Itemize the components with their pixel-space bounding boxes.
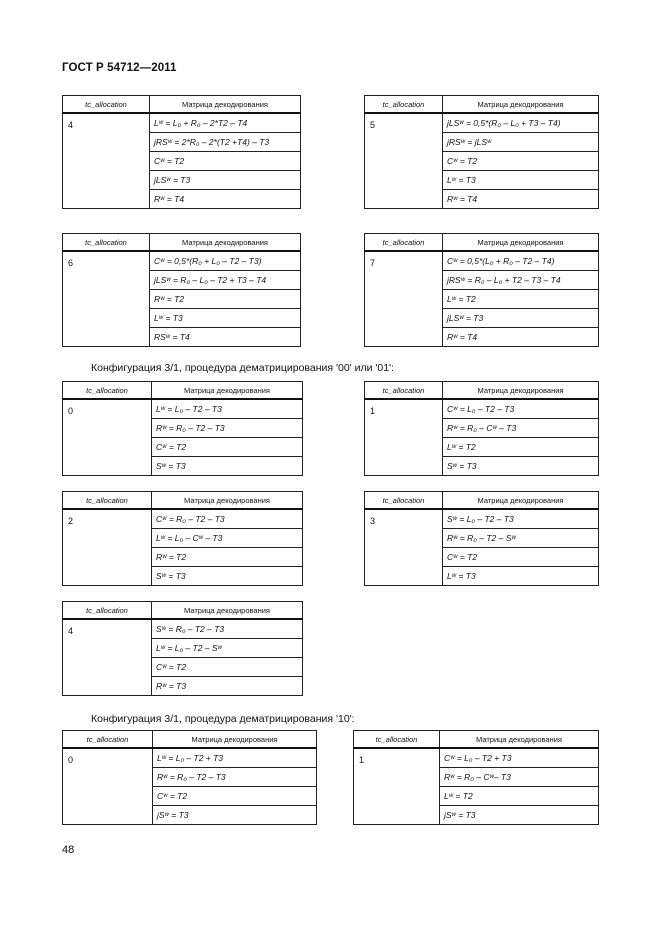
decoding-table-3-1-alloc-4 bbox=[62, 601, 303, 696]
matrix-cell: Rʷ = R₀ – Cʷ – T3 bbox=[443, 419, 599, 438]
document-header: ГОСТ Р 54712—2011 bbox=[62, 62, 177, 74]
matrix-cell: RSʷ = T4 bbox=[150, 328, 301, 347]
matrix-cell: Cʷ = R₀ – T2 – T3 bbox=[152, 509, 303, 529]
alloc-value: 0 bbox=[63, 399, 152, 476]
matrix-cell: Lʷ = L₀ – Cʷ – T3 bbox=[152, 529, 303, 548]
matrix-cell: jLSʷ = 0,5*(R₀ – L₀ + T3 – T4) bbox=[443, 113, 599, 133]
matrix-cell: jRSʷ = R₀ – L₀ + T2 – T3 – T4 bbox=[443, 271, 599, 290]
col-header-alloc: tc_allocation bbox=[63, 382, 152, 400]
matrix-cell: jLSʷ = R₀ – L₀ – T2 + T3 – T4 bbox=[150, 271, 301, 290]
matrix-cell: Lʷ = T3 bbox=[443, 171, 599, 190]
matrix-cell: jLSʷ = T3 bbox=[150, 171, 301, 190]
col-header-alloc: tc_allocation bbox=[63, 602, 152, 620]
matrix-cell: Cʷ = L₀ – T2 – T3 bbox=[443, 399, 599, 419]
matrix-cell: Lʷ = T3 bbox=[150, 309, 301, 328]
col-header-alloc: tc_allocation bbox=[365, 96, 443, 114]
col-header-alloc: tc_allocation bbox=[365, 492, 443, 510]
alloc-value: 1 bbox=[354, 748, 440, 825]
matrix-cell: Sʷ = T3 bbox=[443, 457, 599, 476]
alloc-value: 4 bbox=[63, 619, 152, 696]
col-header-matrix: Матрица декодирования bbox=[153, 731, 317, 749]
col-header-matrix: Матрица декодирования bbox=[440, 731, 599, 749]
decoding-table-alloc-4 bbox=[62, 95, 301, 209]
matrix-cell: Rʷ = T4 bbox=[443, 328, 599, 347]
alloc-value: 4 bbox=[63, 113, 150, 209]
col-header-alloc: tc_allocation bbox=[354, 731, 440, 749]
matrix-cell: jLSʷ = T3 bbox=[443, 309, 599, 328]
col-header-matrix: Матрица декодирования bbox=[152, 602, 303, 620]
col-header-alloc: tc_allocation bbox=[63, 492, 152, 510]
matrix-cell: jRSʷ = 2*R₀ – 2*(T2 +T4) – T3 bbox=[150, 133, 301, 152]
matrix-cell: Sʷ = R₀ – T2 – T3 bbox=[152, 619, 303, 639]
alloc-value: 7 bbox=[365, 251, 443, 347]
matrix-cell: Rʷ = R₀ – T2 – T3 bbox=[152, 419, 303, 438]
matrix-cell: Cʷ = 0,5*(R₀ + L₀ – T2 – T3) bbox=[150, 251, 301, 271]
decoding-table-3-1-alloc-2 bbox=[62, 491, 303, 586]
matrix-cell: Rʷ = T2 bbox=[150, 290, 301, 309]
page-number: 48 bbox=[62, 844, 75, 856]
alloc-value: 0 bbox=[63, 748, 153, 825]
matrix-cell: Rʷ = T4 bbox=[443, 190, 599, 209]
matrix-cell: Lʷ = L₀ + R₀ – 2*T2 – T4 bbox=[150, 113, 301, 133]
col-header-matrix: Матрица декодирования bbox=[150, 234, 301, 252]
col-header-matrix: Матрица декодирования bbox=[443, 492, 599, 510]
matrix-cell: Rʷ = R₀ – Cʷ– T3 bbox=[440, 768, 599, 787]
matrix-cell: Lʷ = L₀ – T2 – T3 bbox=[152, 399, 303, 419]
col-header-alloc: tc_allocation bbox=[63, 234, 150, 252]
decoding-table-3-1-alloc-0 bbox=[62, 381, 303, 476]
alloc-value: 3 bbox=[365, 509, 443, 586]
col-header-matrix: Матрица декодирования bbox=[443, 234, 599, 252]
matrix-cell: Cʷ = 0,5*(L₀ + R₀ – T2 – T4) bbox=[443, 251, 599, 271]
matrix-cell: Lʷ = L₀ – T2 – Sʷ bbox=[152, 639, 303, 658]
alloc-value: 1 bbox=[365, 399, 443, 476]
matrix-cell: Lʷ = T2 bbox=[443, 438, 599, 457]
col-header-matrix: Матрица декодирования bbox=[150, 96, 301, 114]
matrix-cell: Cʷ = T2 bbox=[150, 152, 301, 171]
matrix-cell: Rʷ = R₀ – T2 – T3 bbox=[153, 768, 317, 787]
decoding-table-alloc-7 bbox=[364, 233, 599, 347]
matrix-cell: Rʷ = R₀ – T2 – Sʷ bbox=[443, 529, 599, 548]
matrix-cell: jRSʷ = jLSʷ bbox=[443, 133, 599, 152]
col-header-matrix: Матрица декодирования bbox=[443, 382, 599, 400]
matrix-cell: Cʷ = T2 bbox=[152, 438, 303, 457]
section-caption: Конфигурация 3/1, процедура дематрицирования '10': bbox=[91, 713, 355, 725]
matrix-cell: Cʷ = T2 bbox=[152, 658, 303, 677]
matrix-cell: Rʷ = T3 bbox=[152, 677, 303, 696]
decoding-table-alloc-5 bbox=[364, 95, 599, 209]
matrix-cell: Sʷ = T3 bbox=[152, 567, 303, 586]
decoding-table-3-1-10-alloc-0 bbox=[62, 730, 317, 825]
matrix-cell: Cʷ = T2 bbox=[443, 152, 599, 171]
col-header-matrix: Матрица декодирования bbox=[443, 96, 599, 114]
alloc-value: 2 bbox=[63, 509, 152, 586]
decoding-table-alloc-6 bbox=[62, 233, 301, 347]
section-caption: Конфигурация 3/1, процедура дематрицирования '00' или '01': bbox=[91, 362, 394, 374]
col-header-alloc: tc_allocation bbox=[365, 234, 443, 252]
alloc-value: 6 bbox=[63, 251, 150, 347]
col-header-alloc: tc_allocation bbox=[63, 96, 150, 114]
matrix-cell: Cʷ = L₀ – T2 + T3 bbox=[440, 748, 599, 768]
matrix-cell: Rʷ = T4 bbox=[150, 190, 301, 209]
decoding-table-3-1-alloc-3 bbox=[364, 491, 599, 586]
matrix-cell: jSʷ = T3 bbox=[153, 806, 317, 825]
col-header-matrix: Матрица декодирования bbox=[152, 492, 303, 510]
alloc-value: 5 bbox=[365, 113, 443, 209]
matrix-cell: Cʷ = T2 bbox=[443, 548, 599, 567]
matrix-cell: Cʷ = T2 bbox=[153, 787, 317, 806]
col-header-alloc: tc_allocation bbox=[63, 731, 153, 749]
matrix-cell: Rʷ = T2 bbox=[152, 548, 303, 567]
matrix-cell: Lʷ = L₀ – T2 + T3 bbox=[153, 748, 317, 768]
matrix-cell: Lʷ = T2 bbox=[443, 290, 599, 309]
matrix-cell: Lʷ = T2 bbox=[440, 787, 599, 806]
matrix-cell: Sʷ = L₀ – T2 – T3 bbox=[443, 509, 599, 529]
col-header-matrix: Матрица декодирования bbox=[152, 382, 303, 400]
decoding-table-3-1-10-alloc-1 bbox=[353, 730, 599, 825]
matrix-cell: Sʷ = T3 bbox=[152, 457, 303, 476]
col-header-alloc: tc_allocation bbox=[365, 382, 443, 400]
matrix-cell: jSʷ = T3 bbox=[440, 806, 599, 825]
matrix-cell: Lʷ = T3 bbox=[443, 567, 599, 586]
decoding-table-3-1-alloc-1 bbox=[364, 381, 599, 476]
